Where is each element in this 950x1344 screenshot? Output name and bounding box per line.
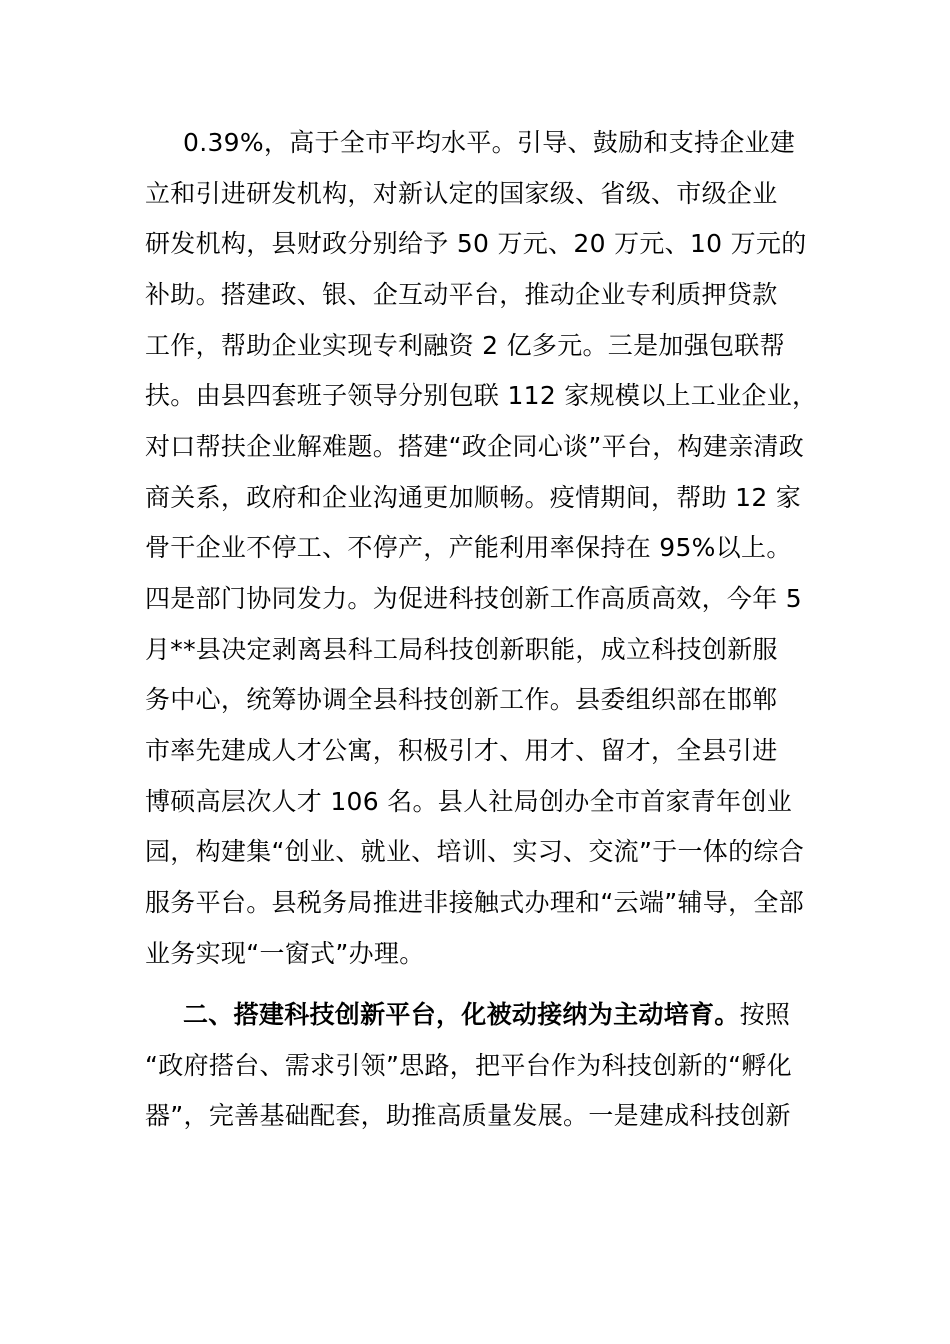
paragraph-line: 四是部门协同发力。为促进科技创新工作高质高效，今年 5: [145, 584, 802, 613]
paragraph-line: 骨干企业不停工、不停产，产能利用率保持在 95%以上。: [145, 533, 792, 562]
paragraph-line: 月**县决定剥离县科工局科技创新职能，成立科技创新服: [145, 635, 778, 664]
section-heading-tail: 按照: [739, 1000, 791, 1029]
paragraph-line: 务中心，统筹协调全县科技创新工作。县委组织部在邯郸: [145, 685, 778, 714]
paragraph-line: 研发机构，县财政分别给予 50 万元、20 万元、10 万元的: [145, 229, 807, 258]
paragraph-line: 扶。由县四套班子领导分别包联 112 家规模以上工业企业，: [145, 381, 818, 410]
section-heading-line: [183, 998, 863, 1032]
paragraph-line: 0.39%，高于全市平均水平。引导、鼓励和支持企业建: [183, 128, 796, 157]
paragraph-line: 商关系，政府和企业沟通更加顺畅。疫情期间，帮助 12 家: [145, 483, 802, 512]
paragraph-line: 市率先建成人才公寓，积极引才、用才、留才，全县引进: [145, 736, 778, 765]
paragraph-line: 工作，帮助企业实现专利融资 2 亿多元。三是加强包联帮: [145, 331, 785, 360]
paragraph-line: 立和引进研发机构，对新认定的国家级、省级、市级企业: [145, 179, 778, 208]
paragraph-line: 服务平台。县税务局推进非接触式办理和“云端”辅导，全部: [145, 888, 805, 917]
paragraph-line: 业务实现“一窗式”办理。: [145, 939, 425, 968]
paragraph-line: 园，构建集“创业、就业、培训、实习、交流”于一体的综合: [145, 837, 805, 866]
paragraph-line: 博硕高层次人才 106 名。县人社局创办全市首家青年创业: [145, 787, 793, 816]
paragraph-line: 补助。搭建政、银、企互动平台，推动企业专利质押贷款: [145, 280, 778, 309]
paragraph-line: 对口帮扶企业解难题。搭建“政企同心谈”平台，构建亲清政: [145, 432, 805, 461]
paragraph-line: “政府搭台、需求引领”思路，把平台作为科技创新的“孵化: [145, 1051, 792, 1080]
section-heading: 二、搭建科技创新平台，化被动接纳为主动培育。: [183, 1000, 740, 1029]
paragraph-line: 器”，完善基础配套，助推高质量发展。一是建成科技创新: [145, 1101, 791, 1130]
